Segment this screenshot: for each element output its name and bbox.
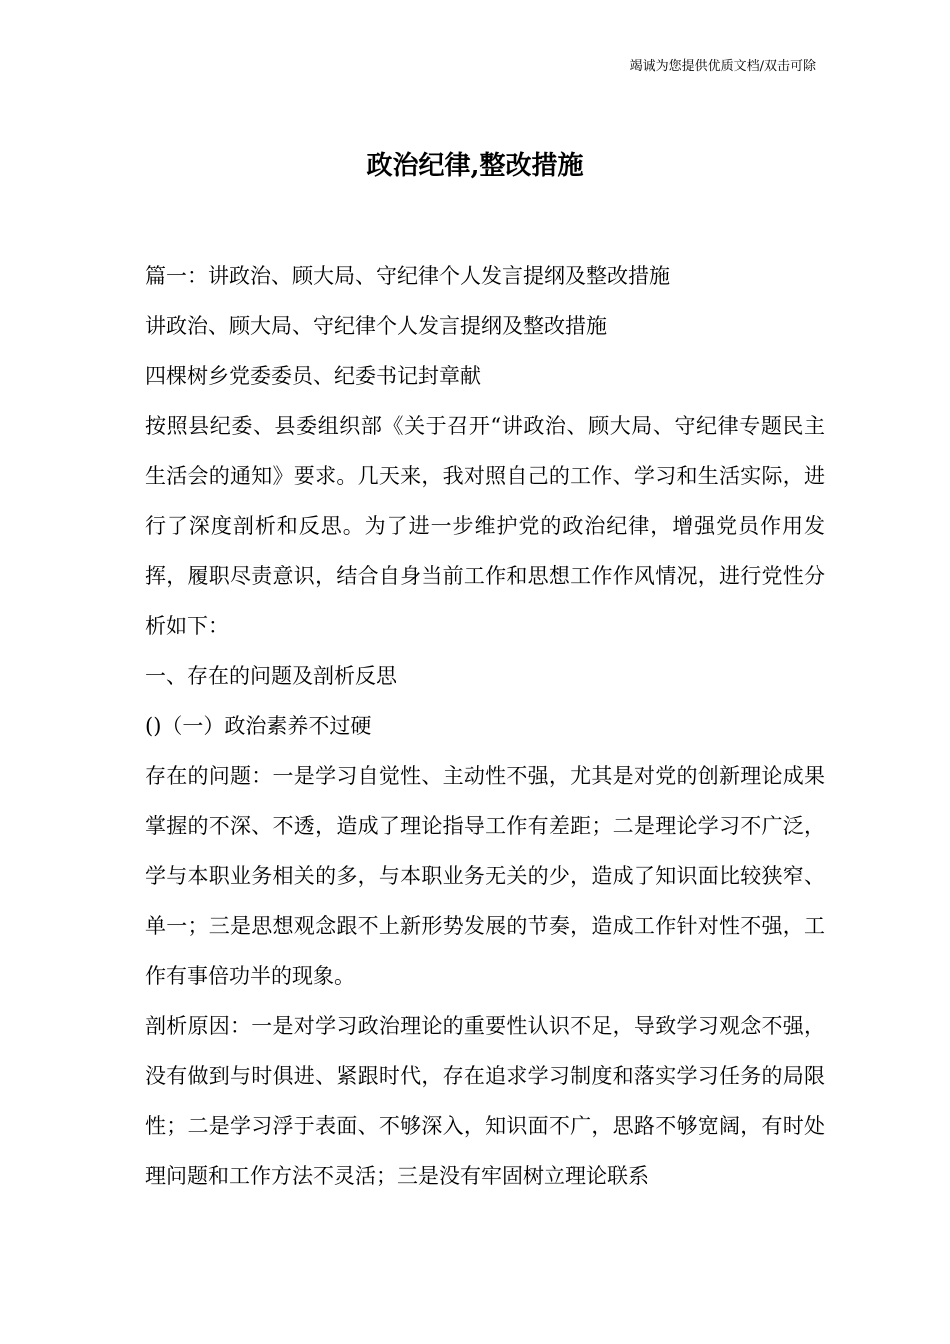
paragraph-analysis: 剖析原因：一是对学习政治理论的重要性认识不足，导致学习观念不强，没有做到与时俱进、紧跟时代，存在追求学习制度和落实学习任务的局限性；二是学习浮于表面、不够深入，知识面不广，思路不够宽阔，有时处理问题和工作方法不灵活；三是没有牢固树立理论联系 — [145, 1014, 825, 1188]
header-note: 竭诚为您提供优质文档/双击可除 — [629, 59, 816, 74]
paragraph-subtitle: 讲政治、顾大局、守纪律个人发言提纲及整改措施 — [145, 314, 607, 338]
paragraph-heading-problems: 一、存在的问题及剖析反思 — [145, 664, 397, 688]
paragraph-author: 四棵树乡党委委员、纪委书记封章献 — [145, 364, 481, 388]
document-title: 政治纪律,整改措施 — [366, 151, 584, 181]
paragraph-section-heading: 篇一：讲政治、顾大局、守纪律个人发言提纲及整改措施 — [145, 264, 670, 288]
paragraph-intro: 按照县纪委、县委组织部《关于召开“讲政治、顾大局、守纪律专题民主生活会的通知》要求。几天来，我对照自己的工作、学习和生活实际，进行了深度剖析和反思。为了进一步维护党的政治纪律，增强党员作用发挥，履职尽责意识，结合自身当前工作和思想工作作风情况，进行党性分析如下： — [145, 414, 825, 638]
document-body — [145, 251, 825, 1201]
paragraph-problems: 存在的问题：一是学习自觉性、主动性不强，尤其是对党的创新理论成果掌握的不深、不透，造成了理论指导工作有差距；二是理论学习不广泛，学与本职业务相关的多，与本职业务无关的少，造成了知识面比较狭窄、单一；三是思想观念跟不上新形势发展的节奏，造成工作针对性不强，工作有事倍功半的现象。 — [145, 764, 825, 988]
paragraph-subheading-political: ()（一）政治素养不过硬 — [145, 714, 372, 738]
